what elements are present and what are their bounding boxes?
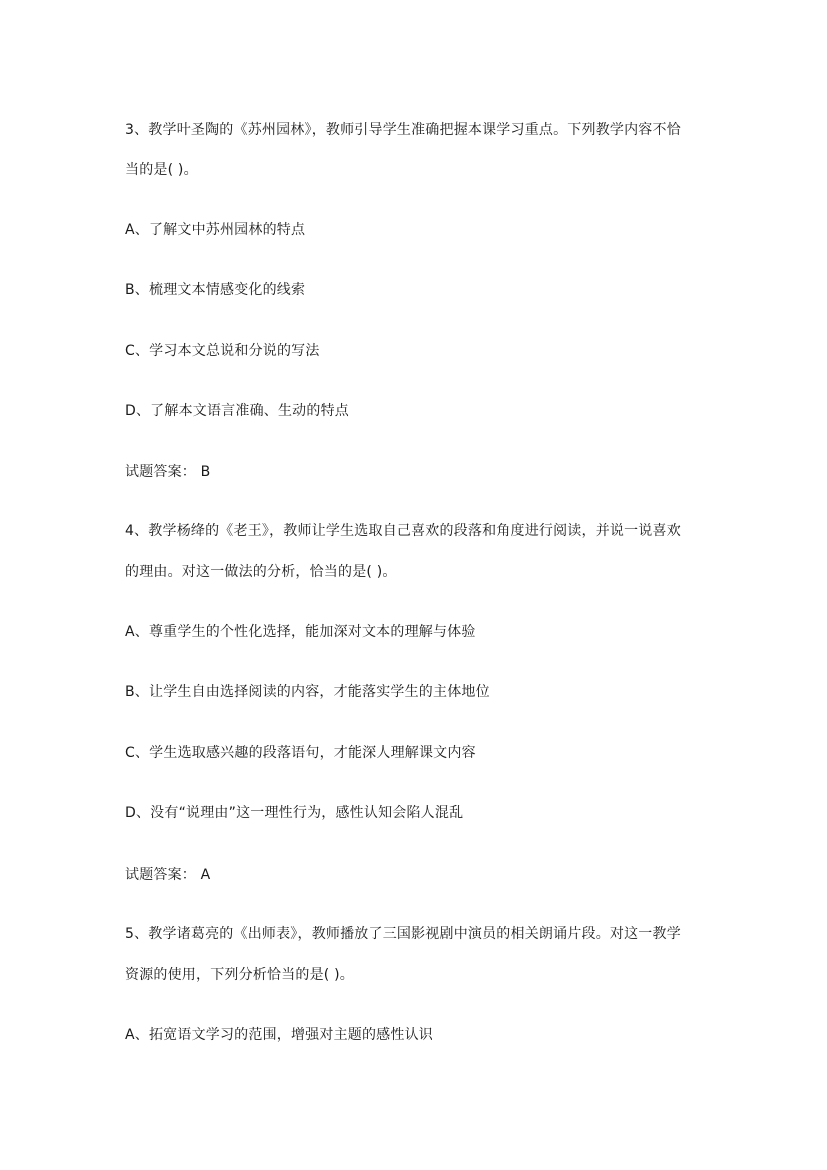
question-3-option-a: A、了解文中苏州园林的特点 <box>125 222 306 238</box>
question-4-option-b: B、让学生自由选择阅读的内容，才能落实学生的主体地位 <box>125 684 490 700</box>
question-4-option-c: C、学生选取感兴趣的段落语句，才能深人理解课文内容 <box>125 745 476 761</box>
question-4-option-a: A、尊重学生的个性化选择，能加深对文本的理解与体验 <box>125 624 476 640</box>
question-3-stem-line-1: 3、教学叶圣陶的《苏州园林》，教师引导学生准确把握本课学习重点。下列教学内容不恰 <box>125 122 681 138</box>
question-4-stem-line-1: 4、教学杨绛的《老王》，教师让学生选取自己喜欢的段落和角度进行阅读，并说一说喜欢 <box>125 523 681 539</box>
question-3-option-b: B、梳理文本情感变化的线索 <box>125 282 306 298</box>
question-4-answer: 试题答案： A <box>125 867 211 883</box>
question-4-option-d: D、没有“说理由”这一理性行为，感性认知会陷人混乱 <box>125 805 464 821</box>
question-3-answer: 试题答案： B <box>125 464 211 480</box>
question-5-stem-line-2: 资源的使用，下列分析恰当的是( )。 <box>125 967 354 983</box>
question-3-option-d: D、了解本文语言准确、生动的特点 <box>125 403 349 419</box>
question-5-stem-line-1: 5、教学诸葛亮的《出师表》，教师播放了三国影视剧中演员的相关朗诵片段。对这一教学 <box>125 926 681 942</box>
question-5-option-a: A、拓宽语文学习的范围，增强对主题的感性认识 <box>125 1027 433 1043</box>
question-3-option-c: C、学习本文总说和分说的写法 <box>125 343 320 359</box>
question-4-stem-line-2: 的理由。对这一做法的分析，恰当的是( )。 <box>125 564 397 580</box>
question-3-stem-line-2: 当的是( )。 <box>125 162 198 178</box>
